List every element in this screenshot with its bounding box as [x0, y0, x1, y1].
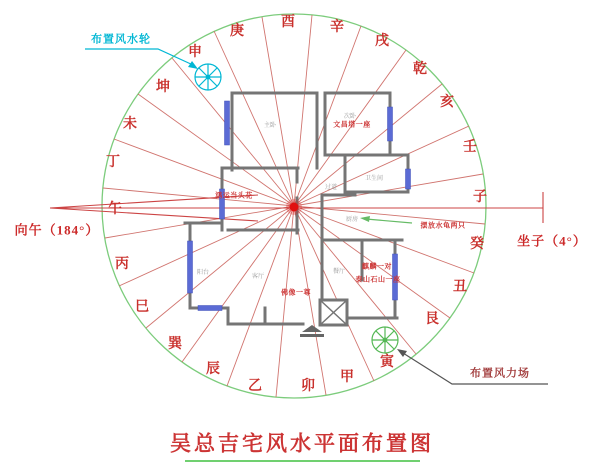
- mountain-label-5: 甲: [340, 370, 354, 385]
- mountain-label-20: 戌: [375, 34, 389, 49]
- mountain-label-10: 巳: [135, 300, 149, 315]
- room-label-balcony: 阳台: [196, 270, 210, 276]
- mountain-label-12: 午: [108, 202, 122, 217]
- mountain-label-1: 癸: [470, 237, 484, 252]
- facing-arrowhead-lower: [50, 208, 258, 221]
- mountain-label-6: 卯: [301, 379, 315, 394]
- mountain-label-14: 未: [123, 117, 137, 132]
- mountain-label-23: 壬: [463, 140, 477, 155]
- note-water-turtle: 摆放水龟两只: [420, 222, 466, 230]
- room-label-living-room: 客厅: [251, 274, 265, 280]
- mountain-label-22: 亥: [440, 95, 454, 110]
- room-label-second-bedroom: 次卧: [343, 114, 357, 120]
- wind-field-annotation: 布置风力场: [470, 367, 530, 380]
- wind-wheel-annotation: 布置风水轮: [91, 33, 151, 46]
- room-label-hallway: 过道: [324, 185, 338, 191]
- page-title: 吴总吉宅风水平面布置图: [170, 431, 434, 456]
- mountain-label-21: 乾: [413, 62, 427, 77]
- mountain-label-3: 艮: [425, 312, 439, 327]
- mountain-label-9: 巽: [168, 337, 182, 352]
- mountain-label-18: 酉: [281, 15, 295, 30]
- mountain-label-8: 辰: [206, 362, 220, 377]
- mountain-label-11: 丙: [115, 257, 129, 272]
- fengshui-wheel-icon: [195, 64, 221, 90]
- mountain-label-19: 辛: [330, 20, 344, 35]
- mountain-label-4: 寅: [380, 355, 394, 370]
- note-hongyun-plant: 鸿运当头花: [215, 192, 253, 200]
- compass-center-point: [286, 199, 302, 215]
- wind-field-wheel-icon: [372, 327, 398, 353]
- entrance-marker: [300, 325, 324, 337]
- note-wenchang-pagoda: 文昌塔一座: [333, 121, 371, 129]
- mountain-label-0: 子: [473, 190, 487, 205]
- mountain-label-13: 丁: [106, 155, 120, 170]
- note-buddha-statue: 佛像一尊: [281, 289, 311, 297]
- mountain-label-7: 乙: [248, 379, 262, 394]
- mountain-label-16: 申: [188, 45, 202, 60]
- turtle-note-arrow: [360, 216, 412, 223]
- note-taishan-stone: 泰山石山一座: [355, 276, 401, 284]
- room-label-dining-room: 餐厅: [332, 269, 346, 275]
- room-label-kitchen: 厨房: [345, 217, 359, 223]
- facing-direction-label: 向午（184°）: [14, 222, 100, 238]
- mountain-label-17: 庚: [230, 24, 244, 39]
- room-label-master-bedroom: 主卧: [263, 123, 277, 129]
- mountain-label-2: 丑: [453, 280, 467, 295]
- room-label-bathroom: 卫生间: [364, 176, 384, 182]
- elevator-shaft: [320, 300, 347, 325]
- mountain-label-15: 坤: [156, 80, 170, 95]
- note-qilin-pair: 麒麟一对: [362, 263, 392, 271]
- sitting-direction-label: 坐子（4°）: [517, 233, 587, 249]
- wind-wheel-leader: [85, 49, 198, 69]
